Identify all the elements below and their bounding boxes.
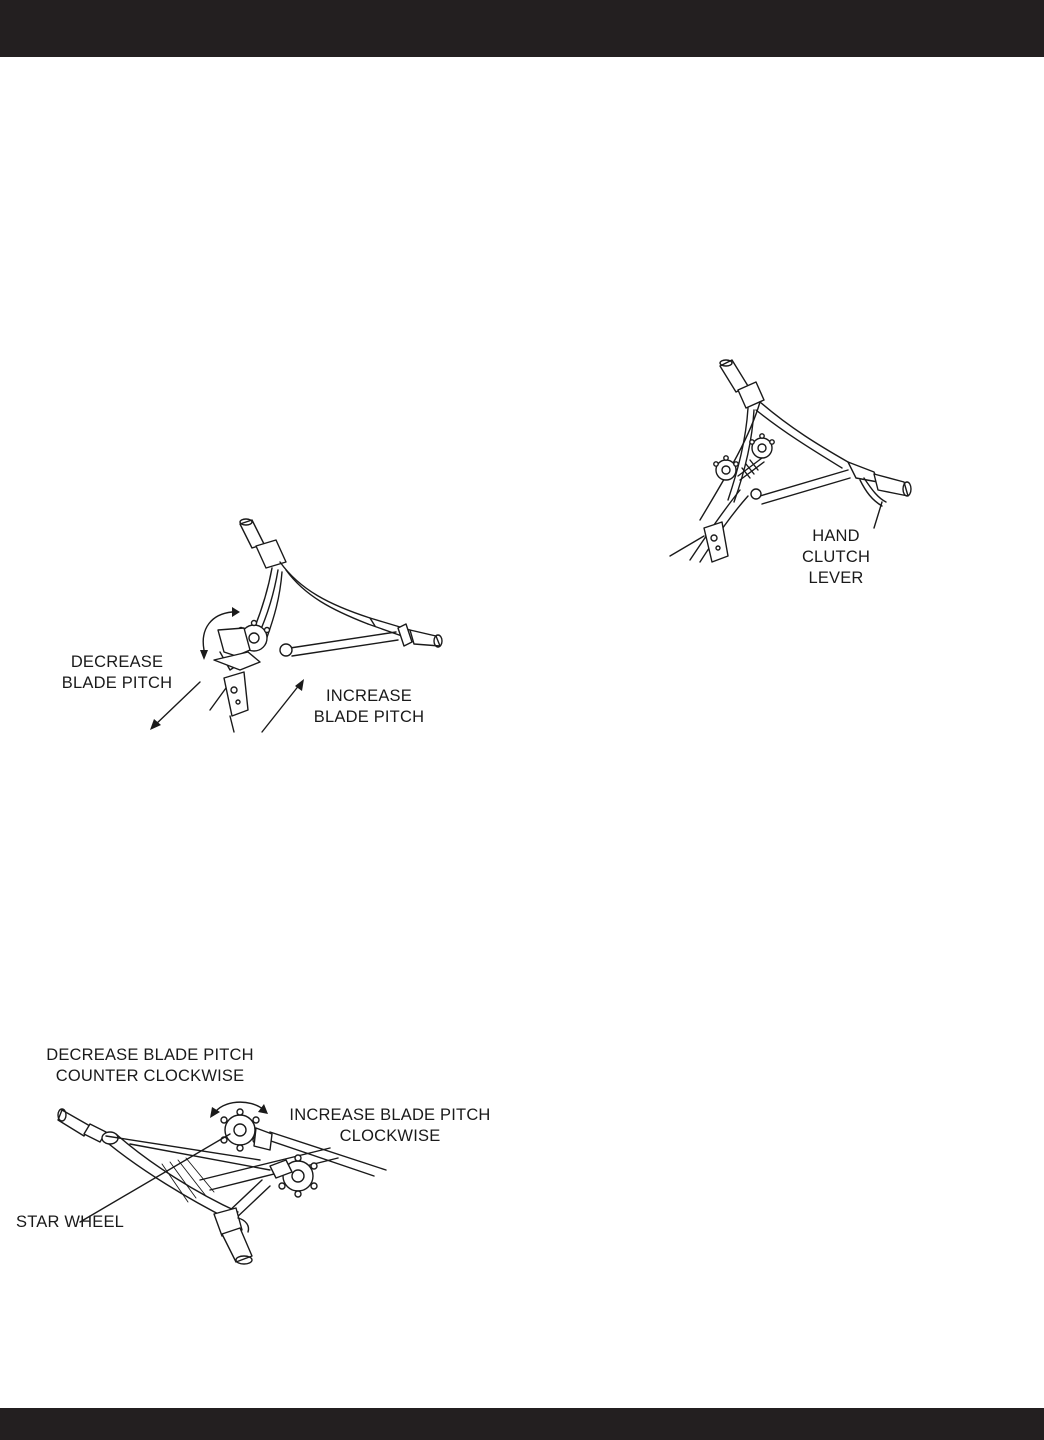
- decrease-label-line2: BLADE PITCH: [61, 674, 173, 692]
- decrease-blade-pitch-label: [44, 652, 190, 694]
- increase-cw-line2: CLOCKWISE: [339, 1127, 441, 1145]
- clutch-label-line2: CLUTCH: [801, 548, 871, 566]
- decrease-ccw-line1: DECREASE BLADE PITCH: [46, 1046, 254, 1064]
- header-bar: [0, 0, 1044, 57]
- decrease-ccw-line2: COUNTER CLOCKWISE: [55, 1067, 245, 1085]
- hand-clutch-lever-label: [796, 526, 876, 589]
- decrease-ccw-label: [30, 1045, 270, 1087]
- decrease-label-line1: DECREASE: [70, 653, 164, 671]
- increase-blade-pitch-label: [296, 686, 442, 728]
- footer-bar: [0, 1408, 1044, 1440]
- clutch-label-line3: LEVER: [808, 569, 864, 587]
- increase-cw-line1: INCREASE BLADE PITCH: [289, 1106, 491, 1124]
- clutch-label-line1: HAND: [812, 527, 860, 545]
- star-wheel-label: STAR WHEEL: [16, 1213, 125, 1231]
- increase-label-line2: BLADE PITCH: [313, 708, 425, 726]
- increase-label-line1: INCREASE: [326, 687, 412, 705]
- handlebar-illustration-2: [660, 350, 920, 570]
- increase-cw-label: [270, 1105, 510, 1147]
